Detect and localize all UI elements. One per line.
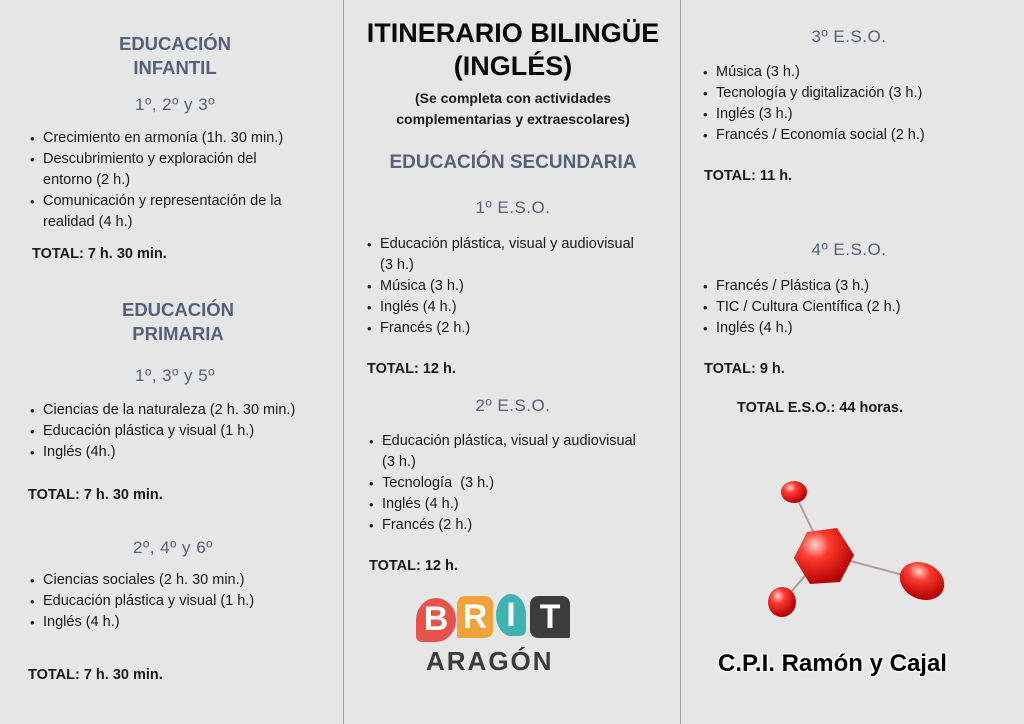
list-item: • Inglés (4 h.) bbox=[369, 494, 679, 515]
list-item: • Comunicación y representación de la bbox=[30, 191, 330, 212]
infantil-title-line1: EDUCACIÓN bbox=[118, 33, 232, 54]
page-note bbox=[344, 88, 682, 130]
primaria-group-a-title: 1º, 3º y 5º bbox=[135, 366, 215, 385]
infantil-title bbox=[70, 32, 280, 80]
list-item: • Educación plástica y visual (1 h.) bbox=[30, 421, 335, 442]
list-item: • Descubrimiento y exploración del bbox=[30, 149, 330, 170]
list-item-continuation: (3 h.) bbox=[382, 454, 416, 470]
page-note-line2: complementarias y extraescolares) bbox=[396, 111, 630, 127]
logo-letter: I bbox=[496, 594, 526, 636]
logo-letter: T bbox=[530, 596, 570, 638]
primaria-group-b-title: 2º, 4º y 6º bbox=[133, 538, 213, 557]
secundaria-column-right bbox=[682, 0, 1024, 724]
list-item-continuation: entorno (2 h.) bbox=[43, 172, 131, 188]
list-item: • Francés (2 h.) bbox=[369, 515, 679, 536]
primaria-group-a-items bbox=[30, 400, 335, 463]
secundaria-column-main bbox=[343, 0, 681, 724]
eso3-total: TOTAL: 11 h. bbox=[704, 168, 793, 184]
list-item: • Tecnología (3 h.) bbox=[369, 473, 679, 494]
list-item: • Ciencias sociales (2 h. 30 min.) bbox=[30, 570, 335, 591]
infantil-group-title: 1º, 2º y 3º bbox=[135, 95, 215, 114]
eso4-total: TOTAL: 9 h. bbox=[704, 361, 785, 377]
eso4-title: 4º E.S.O. bbox=[811, 240, 887, 259]
primaria-group-b-items bbox=[30, 570, 335, 633]
list-item: • Educación plástica, visual y audiovisual bbox=[367, 234, 677, 255]
list-item-continuation: realidad (4 h.) bbox=[43, 214, 133, 230]
list-item: • Educación plástica y visual (1 h.) bbox=[30, 591, 335, 612]
logo-word: ARAGÓN bbox=[426, 646, 554, 676]
infantil-total: TOTAL: 7 h. 30 min. bbox=[32, 246, 167, 262]
primaria-title-line1: EDUCACIÓN bbox=[121, 299, 235, 320]
logo-letter: B bbox=[416, 598, 456, 642]
page-title-line2: (INGLÉS) bbox=[453, 51, 573, 81]
eso1-items bbox=[367, 234, 677, 339]
list-item: • Inglés (4 h.) bbox=[30, 612, 335, 633]
list-item: • Crecimiento en armonía (1h. 30 min.) bbox=[30, 128, 330, 149]
list-item: • Inglés (4h.) bbox=[30, 442, 335, 463]
brit-aragon-logo bbox=[414, 592, 584, 684]
list-item: • Música (3 h.) bbox=[367, 276, 677, 297]
primaria-title-line2: PRIMARIA bbox=[132, 323, 224, 344]
list-item: • Francés / Economía social (2 h.) bbox=[703, 125, 1013, 146]
list-item: • Francés (2 h.) bbox=[367, 318, 677, 339]
eso1-title: 1º E.S.O. bbox=[475, 198, 551, 217]
school-name: C.P.I. Ramón y Cajal bbox=[718, 650, 947, 677]
list-item: • Francés / Plástica (3 h.) bbox=[703, 276, 1013, 297]
eso3-title: 3º E.S.O. bbox=[811, 27, 887, 46]
primaria-group-a-total: TOTAL: 7 h. 30 min. bbox=[28, 487, 163, 503]
eso4-items bbox=[703, 276, 1013, 339]
infantil-title-line2: INFANTIL bbox=[133, 57, 217, 78]
eso2-items bbox=[369, 431, 679, 536]
list-item-continuation: (3 h.) bbox=[380, 257, 414, 273]
eso-grand-total: TOTAL E.S.O.: 44 horas. bbox=[737, 400, 903, 416]
eso1-total: TOTAL: 12 h. bbox=[367, 361, 456, 377]
infantil-items bbox=[30, 128, 330, 233]
list-item: • Música (3 h.) bbox=[703, 62, 1013, 83]
primaria-title bbox=[70, 298, 286, 346]
eso2-title: 2º E.S.O. bbox=[475, 396, 551, 415]
list-item: • Educación plástica, visual y audiovisual bbox=[369, 431, 679, 452]
molecule-icon bbox=[752, 470, 962, 630]
list-item: • Inglés (4 h.) bbox=[367, 297, 677, 318]
secundaria-title: EDUCACIÓN SECUNDARIA bbox=[389, 152, 637, 173]
page-title-line1: ITINERARIO BILINGÜE bbox=[366, 18, 660, 48]
list-item: • Ciencias de la naturaleza (2 h. 30 min.) bbox=[30, 400, 335, 421]
list-item: • TIC / Cultura Científica (2 h.) bbox=[703, 297, 1013, 318]
eso2-total: TOTAL: 12 h. bbox=[369, 558, 458, 574]
page-note-line1: (Se completa con actividades bbox=[414, 90, 612, 106]
primaria-group-b-total: TOTAL: 7 h. 30 min. bbox=[28, 667, 163, 683]
page-title bbox=[344, 17, 682, 83]
list-item: • Tecnología y digitalización (3 h.) bbox=[703, 83, 1013, 104]
infantil-primaria-column bbox=[0, 0, 342, 724]
logo-letter: R bbox=[457, 596, 493, 638]
eso3-items bbox=[703, 62, 1013, 146]
list-item: • Inglés (3 h.) bbox=[703, 104, 1013, 125]
list-item: • Inglés (4 h.) bbox=[703, 318, 1013, 339]
